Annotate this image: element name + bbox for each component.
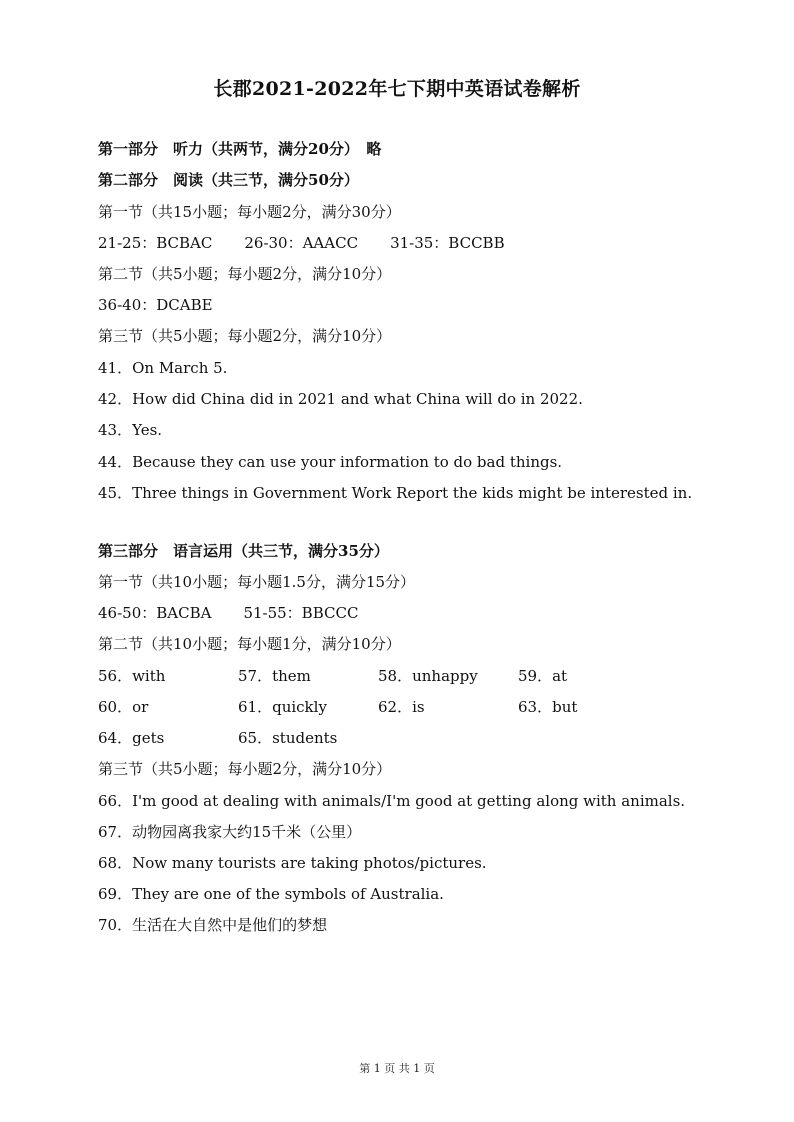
answer-text: How did China did in 2021 and what China will do in 2022. (132, 390, 583, 408)
answer-item (98, 883, 444, 904)
fill-answer (238, 727, 337, 748)
answer-item (98, 357, 227, 378)
answer-group: 51-55：BBCCC (243, 604, 359, 622)
fill-answer (98, 727, 164, 748)
answer-word: unhappy (412, 667, 478, 685)
page-footer: 第 1 页 共 1 页 (359, 1062, 435, 1075)
question-number: 63． (518, 698, 553, 716)
part2-section2-answers (98, 294, 213, 315)
answer-item (98, 914, 327, 935)
question-number: 68． (98, 854, 133, 872)
fill-answer (238, 665, 311, 686)
answer-text: On March 5. (132, 359, 228, 377)
part2-section1-label: 第一节（共15小题；每小题2分，满分30分） (98, 203, 401, 221)
fill-answer (518, 665, 567, 686)
answer-word: with (132, 667, 166, 685)
question-number: 57． (238, 667, 273, 685)
question-number: 56． (98, 667, 133, 685)
fill-answer (98, 696, 148, 717)
fill-answer (518, 696, 577, 717)
question-number: 70． (98, 916, 133, 934)
answer-group: 21-25：BCBAC (98, 234, 213, 252)
part2-heading: 第二部分 阅读（共三节，满分50分） (98, 171, 359, 189)
answer-text: Because they can use your information to do bad things. (132, 453, 563, 471)
question-number: 66． (98, 792, 133, 810)
part3-section3-label: 第三节（共5小题；每小题2分，满分10分） (98, 760, 392, 778)
part1-heading: 第一部分 听力（共两节，满分20分） 略 (98, 140, 382, 158)
question-number: 58． (378, 667, 413, 685)
fill-answer (378, 665, 478, 686)
question-number: 69． (98, 885, 133, 903)
answer-group: 26-30：AAACC (244, 234, 359, 252)
answer-word: them (272, 667, 311, 685)
fill-answer (98, 665, 165, 686)
question-number: 61． (238, 698, 273, 716)
answer-word: quickly (272, 698, 327, 716)
answer-group: 36-40：DCABE (98, 296, 213, 314)
fill-answer (378, 696, 425, 717)
page-title: 长郡2021-2022年七下期中英语试卷解析 (213, 78, 581, 100)
answer-word: students (272, 729, 338, 747)
part2-section3-label: 第三节（共5小题；每小题2分，满分10分） (98, 327, 392, 345)
part3-heading: 第三部分 语言运用（共三节，满分35分） (98, 542, 389, 560)
part3-section2-label: 第二节（共10小题；每小题1分，满分10分） (98, 635, 401, 653)
question-number: 62． (378, 698, 413, 716)
question-number: 60． (98, 698, 133, 716)
answer-text: 生活在大自然中是他们的梦想 (132, 916, 328, 934)
answer-word: but (552, 698, 578, 716)
answer-item (98, 482, 692, 503)
answer-item (98, 451, 562, 472)
question-number: 44． (98, 453, 133, 471)
question-number: 64． (98, 729, 133, 747)
question-number: 59． (518, 667, 553, 685)
part3-section1-answers (98, 602, 358, 623)
part2-section2-label: 第二节（共5小题；每小题2分，满分10分） (98, 265, 392, 283)
answer-group: 46-50：BACBA (98, 604, 212, 622)
answer-item (98, 419, 162, 440)
answer-item (98, 821, 361, 842)
answer-word: is (412, 698, 425, 716)
answer-word: gets (132, 729, 165, 747)
answer-text: I'm good at dealing with animals/I'm good at getting along with animals. (132, 792, 686, 810)
answer-item (98, 388, 583, 409)
answer-item (98, 790, 685, 811)
question-number: 67． (98, 823, 133, 841)
question-number: 41． (98, 359, 133, 377)
answer-item (98, 852, 487, 873)
part2-section1-answers (98, 232, 505, 253)
answer-word: at (552, 667, 568, 685)
question-number: 45． (98, 484, 133, 502)
answer-text: Three things in Government Work Report the kids might be interested in. (132, 484, 693, 502)
answer-text: 动物园离我家大约15千米（公里） (132, 823, 362, 841)
answer-text: Now many tourists are taking photos/pictures. (132, 854, 487, 872)
question-number: 43． (98, 421, 133, 439)
part3-section1-label: 第一节（共10小题；每小题1.5分，满分15分） (98, 573, 416, 591)
answer-text: Yes. (132, 421, 163, 439)
answer-group: 31-35：BCCBB (390, 234, 505, 252)
question-number: 42． (98, 390, 133, 408)
fill-answer (238, 696, 327, 717)
answer-text: They are one of the symbols of Australia. (132, 885, 444, 903)
question-number: 65． (238, 729, 273, 747)
answer-word: or (132, 698, 149, 716)
